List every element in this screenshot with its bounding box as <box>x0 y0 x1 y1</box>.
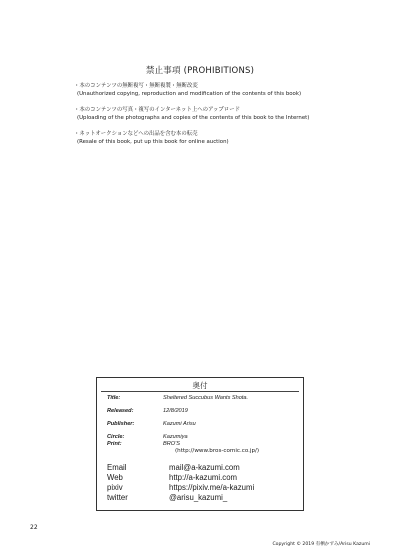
colophon-divider <box>101 391 299 392</box>
web-label: Web <box>107 473 123 482</box>
colophon-row-title <box>107 395 303 405</box>
pixiv-value: https://pixiv.me/a-kazumi <box>169 483 255 492</box>
title-value: Sheltered Succubus Wants Shota. <box>163 395 249 401</box>
circle-value: Kazumiya <box>163 434 188 440</box>
prohibition-en: (Resale of this book, put up this book for online auction) <box>77 139 229 145</box>
publisher-label: Publisher: <box>107 421 135 427</box>
prohibition-jp: ・本のコンテンツの無断複写・無断複製・無断改変 <box>74 83 198 89</box>
prohibition-jp: ・本のコンテンツの写真・複写のインターネット上へのアップロード <box>74 107 240 113</box>
colophon-row-publisher <box>107 421 303 431</box>
web-value: http://a-kazumi.com <box>169 473 238 482</box>
copyright-notice: Copyright © 2019 有栖かずみ/Arisu Kazumi <box>272 542 370 547</box>
prohibition-item <box>74 106 374 122</box>
colophon-row-pixiv <box>107 483 303 493</box>
page-number: 22 <box>30 524 38 531</box>
prohibition-en: (Uploading of the photographs and copies of the contents of this book to the Internet) <box>77 115 310 121</box>
colophon-title: 奥付 <box>192 381 208 390</box>
prohibitions-title: 禁止事項 (PROHIBITIONS) <box>145 66 255 76</box>
twitter-value: @arisu_kazumi_ <box>169 493 228 502</box>
circle-label: Circle: <box>107 434 125 440</box>
colophon-row-email <box>107 463 303 473</box>
twitter-label: twitter <box>107 493 128 502</box>
title-label: Title: <box>107 395 121 401</box>
print-label: Print: <box>107 441 122 447</box>
email-label: Email <box>107 463 127 472</box>
prohibition-item <box>74 130 374 146</box>
prohibition-en: (Unauthorized copying, reproduction and modification of the contents of this book) <box>77 91 302 97</box>
colophon-row-released <box>107 408 303 418</box>
released-label: Released: <box>107 408 134 414</box>
prohibition-item <box>74 82 374 98</box>
prohibition-jp: ・ネットオークションなどへの出品を含む本の転売 <box>74 131 198 137</box>
print-value: BRO'S <box>163 441 180 447</box>
pixiv-label: pixiv <box>107 483 123 492</box>
colophon-box <box>96 377 304 511</box>
prohibitions-list <box>74 82 374 154</box>
colophon-row-web <box>107 473 303 483</box>
released-value: 12/8/2019 <box>163 408 188 414</box>
print-url: (http://www.bros-comic.co.jp/) <box>175 448 260 454</box>
email-value: mail@a-kazumi.com <box>169 463 240 472</box>
publisher-value: Kazumi Arisu <box>163 421 196 427</box>
colophon-row-twitter <box>107 493 303 503</box>
